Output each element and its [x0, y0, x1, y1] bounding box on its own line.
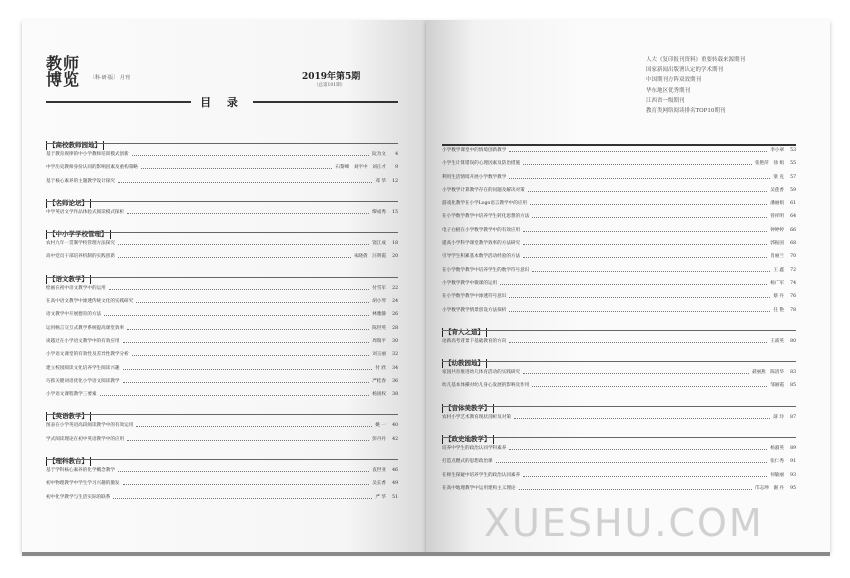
entry-page: 9: [395, 165, 398, 171]
entry-authors: 郭振国: [770, 241, 784, 247]
leader-dots: [509, 449, 767, 450]
entry-title: 农村小学艺术教育现状剖析及对策: [442, 414, 511, 420]
entry-page: 12: [392, 178, 398, 184]
section-title: 【名师论坛】: [46, 199, 91, 208]
entry-title: 引导学生积累基本数学活动经验的方法: [442, 254, 521, 260]
toc-entry[interactable]: [46, 433, 398, 446]
toc-entry[interactable]: [442, 144, 796, 157]
entry-authors: 朱晓倩 汪明霞: [353, 254, 386, 260]
section-title: 【政史地教学】: [442, 435, 494, 444]
entry-page: 42: [392, 436, 398, 442]
entry-authors: 阮为文: [372, 152, 386, 157]
leader-dots: [113, 498, 372, 499]
leader-dots: [523, 373, 749, 374]
toc-entry[interactable]: [46, 161, 398, 174]
leader-dots: [123, 342, 369, 343]
leader-dots: [136, 426, 372, 427]
toc-entry[interactable]: [442, 482, 796, 495]
entry-authors: 钟婷婷: [770, 227, 784, 233]
entry-page: 30: [392, 338, 398, 344]
entry-authors: 吴莲香: [770, 187, 784, 193]
section-header: [46, 448, 398, 466]
toc-entry[interactable]: [46, 362, 398, 375]
entry-title: 在小学数学教学中渗透符号意识: [442, 294, 507, 300]
toc-title: 目 录: [200, 96, 244, 109]
entry-title: 中学历史教师身份认同的影响因素及重构策略: [46, 165, 138, 171]
logo-subtitle: 〔科·研·版〕 月刊: [90, 75, 130, 81]
toc-right-column: [442, 144, 796, 495]
leader-dots: [509, 342, 767, 343]
entry-authors: 吴长香: [372, 481, 386, 487]
site-watermark: XUESHU.COM: [484, 501, 764, 545]
section-rule: [442, 406, 796, 407]
entry-page: 49: [392, 481, 398, 487]
entry-title: 巧抓关键词语优化小学语文阅读教学: [46, 378, 120, 384]
entry-title: 利用生活情境开展小学数学教学: [442, 174, 507, 180]
entry-authors: 王战英: [770, 338, 784, 344]
entry-page: 78: [790, 307, 796, 313]
leader-dots: [100, 395, 369, 396]
toc-entry[interactable]: [46, 388, 398, 401]
toc-entry[interactable]: [442, 210, 796, 223]
accolade-line: 华东地区优秀期刊: [646, 87, 691, 94]
toc-entry[interactable]: [442, 224, 796, 237]
entry-authors: 肖丽兰: [770, 254, 784, 260]
leader-dots: [523, 244, 767, 245]
entry-title: 基于学科核心素养的化学概念教学: [46, 468, 115, 474]
entry-authors: 任 艳: [773, 307, 784, 313]
entry-authors: 何敏丽: [770, 472, 784, 478]
entry-authors: 李小翠: [770, 148, 784, 153]
entry-title: 学式阅读理论在初中英语教学中的应用: [46, 436, 125, 442]
entry-title: 运用畅言交互式教学系统提高课堂效率: [46, 325, 125, 331]
section-rule: [46, 459, 398, 460]
heading-rule-right: [253, 101, 398, 103]
accolade-line: 教育类网络阅读排名TOP10期刊: [646, 108, 726, 115]
toc-entry[interactable]: [442, 277, 796, 290]
entry-title: 幼儿基本体操对幼儿身心发展的影响及作用: [442, 383, 530, 389]
toc-entry[interactable]: [46, 348, 398, 361]
leader-dots: [118, 182, 372, 183]
toc-entry[interactable]: [46, 308, 398, 321]
entry-page: 74: [790, 280, 796, 286]
entry-page: 91: [790, 459, 796, 465]
page-edge-right: [426, 552, 830, 556]
entry-authors: 陈世英: [372, 325, 386, 331]
accolade-line: 人大《复印报刊资料》重要转载来源期刊: [646, 57, 746, 63]
leader-dots: [127, 440, 369, 441]
toc-entry[interactable]: [442, 264, 796, 277]
toc-left-column: [46, 130, 398, 504]
entry-title: 电子白板在小学数学教学中的有效应用: [442, 227, 521, 233]
entry-page: 68: [790, 241, 796, 247]
entry-title: 谈越过在小学语文教学中的有效应用: [46, 338, 120, 344]
entry-page: 15: [392, 209, 398, 215]
section-header: [46, 403, 398, 421]
entry-page: 28: [392, 325, 398, 331]
leader-dots: [523, 231, 767, 232]
entry-page: 53: [790, 148, 796, 153]
entry-authors: 缪成秀: [372, 209, 386, 215]
leader-dots: [132, 155, 369, 156]
entry-title: 在高中语文教学中渗透传统文化的实践研究: [46, 299, 134, 305]
entry-authors: 饶江成: [372, 241, 386, 247]
leader-dots: [118, 244, 369, 245]
toc-entry[interactable]: [46, 322, 398, 335]
section-title: 【理科教台】: [46, 457, 91, 466]
entry-page: 55: [790, 161, 796, 167]
issue-total: （总第101期）: [314, 83, 346, 88]
entry-authors: 付 欣: [375, 365, 386, 371]
entry-page: 89: [790, 446, 796, 452]
toc-entry[interactable]: [442, 304, 796, 317]
toc-heading: [46, 95, 398, 109]
entry-title: 培养中学生的政治认同学科素养: [442, 446, 507, 452]
toc-entry[interactable]: [46, 335, 398, 348]
entry-title: 在小学数学教学中培养学生的数学符号意识: [442, 267, 530, 273]
entry-authors: 杨广军: [770, 280, 784, 286]
accolade-line: 中国期刊方阵双效期刊: [646, 77, 702, 84]
accolade-line: 国家新闻出版署认定的学术期刊: [646, 67, 724, 74]
entry-page: 72: [790, 267, 796, 273]
leader-dots: [530, 204, 767, 205]
section-header: [46, 221, 398, 239]
section-header: [442, 319, 796, 336]
section-rule: [46, 277, 398, 278]
toc-entry[interactable]: [442, 250, 796, 263]
entry-title: 小学语文课程教学三要素: [46, 392, 97, 398]
entry-page: 38: [392, 392, 398, 398]
section-title: 【语文教学】: [46, 275, 91, 284]
leader-dots: [523, 164, 752, 165]
entry-page: 24: [392, 299, 398, 305]
entry-page: 87: [790, 414, 796, 420]
toc-entry[interactable]: [46, 148, 398, 161]
entry-title: 初中物理教学中学生学习兴趣的激发: [46, 481, 120, 487]
issue-number: 2019年第5期: [302, 72, 361, 82]
entry-page: 80: [790, 338, 796, 344]
entry-page: 22: [392, 285, 398, 291]
entry-page: 85: [790, 383, 796, 389]
section-header: [46, 190, 398, 207]
entry-authors: 严 华: [375, 494, 386, 500]
entry-authors: 潘丽娟: [770, 201, 784, 207]
section-header: [46, 132, 398, 149]
entry-page: 59: [790, 187, 796, 193]
toc-entry[interactable]: [442, 469, 796, 482]
leader-dots: [514, 418, 770, 419]
leader-dots: [127, 213, 369, 214]
entry-title: 小学语文课堂的有效性及差异性教学分析: [46, 352, 129, 358]
toc-entry[interactable]: [442, 197, 796, 210]
entry-authors: 杨淑英: [770, 446, 784, 452]
toc-entry[interactable]: [46, 175, 398, 188]
entry-title: 农村九年一贯制学校管理方法探究: [46, 241, 115, 247]
entry-authors: 周瑞平: [372, 338, 386, 344]
leader-dots: [123, 369, 372, 370]
entry-title: 在师生探疑中培养学生的政治认同素养: [442, 472, 521, 478]
entry-page: 26: [392, 312, 398, 318]
leader-dots: [523, 257, 767, 258]
leader-dots: [118, 471, 369, 472]
entry-authors: 付雪军: [372, 285, 386, 291]
toc-entry[interactable]: [442, 411, 796, 424]
entry-authors: 邹丽霞: [770, 383, 784, 389]
entry-title: 初中化学教学与生活实际的联系: [46, 494, 111, 500]
entry-page: 34: [392, 365, 398, 371]
entry-authors: 张仁秀: [770, 459, 784, 465]
leader-dots: [509, 297, 770, 298]
magazine-logo: [46, 56, 80, 88]
entry-page: 70: [790, 254, 796, 260]
section-rule: [442, 361, 796, 362]
section-header: [442, 395, 796, 412]
entry-authors: 杨国权: [372, 392, 386, 398]
entry-title: 打造点燃式的思想政治课: [442, 459, 493, 465]
entry-title: 中学英语文学作品体验式阅读模式探析: [46, 209, 125, 215]
section-title: 【育人之道】: [442, 328, 487, 337]
toc-entry[interactable]: [442, 290, 796, 303]
leader-dots: [118, 257, 351, 258]
entry-title: 游戏化教学在小学Logo语言教学中的应用: [442, 201, 528, 207]
section-rule: [442, 437, 796, 438]
section-rule: [46, 232, 398, 233]
leader-dots: [123, 484, 369, 485]
section-title: 【音体美教学】: [442, 404, 494, 413]
toc-entry[interactable]: [46, 464, 398, 477]
toc-entry[interactable]: [442, 184, 796, 197]
entry-title: 小学数学课堂中的情境创新教学: [442, 148, 507, 153]
entry-page: 32: [392, 352, 398, 358]
entry-page: 51: [392, 494, 398, 500]
leader-dots: [519, 489, 752, 490]
toc-entry[interactable]: [46, 375, 398, 388]
leader-dots: [509, 151, 767, 152]
entry-page: 40: [392, 423, 398, 429]
entry-authors: 袁世亚: [372, 468, 386, 474]
entry-title: 基于教育规律的中小学教师培训模式创新: [46, 152, 129, 157]
entry-title: 提高小学科学课堂教学效率的方法研究: [442, 241, 521, 247]
toc-entry[interactable]: [442, 157, 796, 170]
entry-authors: 薛 玲: [773, 414, 784, 420]
leader-dots: [136, 302, 369, 303]
entry-title: 在高中地理教学中运用建构主义理论: [442, 485, 516, 491]
entry-page: 4: [395, 152, 398, 157]
leader-dots: [532, 386, 767, 387]
entry-page: 83: [790, 370, 796, 376]
toc-entry[interactable]: [46, 295, 398, 308]
entry-authors: 王 鑫: [773, 267, 784, 273]
leader-dots: [532, 271, 770, 272]
entry-title: 图表在小学英语高段阅读教学中的有效运用: [46, 423, 134, 429]
entry-title: 建立校园阅读文化培养学生阅读兴趣: [46, 365, 120, 371]
entry-page: 95: [790, 485, 796, 491]
entry-title: 论新高考背景下基础教育的方向: [442, 338, 507, 344]
entry-authors: 姚 一: [375, 423, 386, 429]
toc-entry[interactable]: [442, 455, 796, 468]
entry-page: 20: [392, 254, 398, 260]
entry-page: 36: [392, 378, 398, 384]
toc-entry[interactable]: [442, 379, 796, 392]
journal-accolades: [646, 55, 816, 116]
leader-dots: [528, 191, 767, 192]
toc-entry[interactable]: [46, 237, 398, 250]
entry-authors: 胡小琴: [372, 299, 386, 305]
entry-page: 66: [790, 227, 796, 233]
section-header: [442, 426, 796, 444]
entry-authors: 邝志坤 谢 丹: [754, 485, 784, 491]
toc-entry[interactable]: [442, 171, 796, 184]
toc-entry[interactable]: [46, 282, 398, 295]
toc-entry[interactable]: [46, 250, 398, 263]
leader-dots: [509, 311, 770, 312]
leader-dots: [109, 289, 369, 290]
section-header: [442, 350, 796, 368]
entry-title: 绘画在初中语文教学中的运用: [46, 285, 106, 291]
entry-title: 小学数学教学情景创设方法探析: [442, 307, 507, 313]
leader-dots: [132, 355, 369, 356]
toc-entry[interactable]: [442, 366, 796, 379]
entry-title: 小学生计算错误的心理因素及防治措施: [442, 161, 521, 167]
leader-dots: [123, 382, 369, 383]
entry-authors: 蔡 丹: [773, 294, 784, 300]
entry-authors: 邓 华: [375, 178, 386, 184]
section-rule: [46, 201, 398, 202]
entry-page: 46: [392, 468, 398, 474]
toc-entry[interactable]: [442, 335, 796, 348]
section-title: 【英语教学】: [46, 412, 91, 421]
leader-dots: [104, 315, 369, 316]
left-page: [22, 20, 426, 552]
entry-authors: 梁 克: [773, 174, 784, 180]
logo-line-1: 教师: [46, 54, 81, 73]
leader-dots: [509, 178, 770, 179]
entry-page: 57: [790, 174, 796, 180]
entry-authors: 严桂春: [372, 378, 386, 384]
entry-page: 18: [392, 241, 398, 247]
entry-authors: 刘玉丽: [372, 352, 386, 358]
entry-title: 基于核心素养的主题教学设计探究: [46, 178, 115, 184]
section-title: 【中小学学校管理】: [46, 230, 111, 239]
leader-dots: [141, 168, 332, 169]
section-header: [46, 266, 398, 283]
page-edge-left: [22, 552, 426, 556]
toc-entry[interactable]: [442, 442, 796, 455]
entry-page: 61: [790, 201, 796, 207]
entry-title: 小学数学教学中微课的运用: [442, 280, 498, 286]
entry-title: 高中党员干部培养机制的实践创新: [46, 254, 115, 260]
toc-entry[interactable]: [46, 206, 398, 219]
entry-authors: 张艳萍 徐 娟: [754, 161, 784, 167]
entry-page: 76: [790, 294, 796, 300]
leader-dots: [496, 462, 767, 463]
entry-authors: 彭丹丹: [372, 436, 386, 442]
section-rule: [46, 414, 398, 415]
right-page: [426, 20, 830, 552]
entry-title: 语文教学中开展德育的方法: [46, 312, 102, 318]
entry-title: 小学数学计算教学存在的问题及解决对策: [442, 187, 525, 193]
toc-entry[interactable]: [46, 477, 398, 490]
entry-authors: 聂丽燕 陈清华: [751, 370, 784, 376]
toc-entry[interactable]: [46, 491, 398, 504]
entry-authors: 林雅静: [372, 312, 386, 318]
entry-title: 家园共育推进幼儿体育活动的实践研究: [442, 370, 521, 376]
leader-dots: [532, 217, 767, 218]
section-title: 【幼教园地】: [442, 359, 487, 368]
leader-dots: [127, 329, 369, 330]
leader-dots: [500, 284, 767, 285]
section-rule: [46, 143, 398, 144]
entry-title: 在小学数学教学中培养学生转化思想的方法: [442, 214, 530, 220]
leader-dots: [523, 476, 767, 477]
section-title: 【高校教师园地】: [46, 141, 104, 150]
toc-entry[interactable]: [442, 237, 796, 250]
accolade-line: 江西省一级期刊: [646, 97, 685, 104]
entry-page: 64: [790, 214, 796, 220]
section-rule: [442, 330, 796, 331]
entry-authors: 石黎峰 刘平中 刘正才: [335, 165, 386, 171]
toc-entry[interactable]: [46, 419, 398, 432]
entry-page: 93: [790, 472, 796, 478]
entry-authors: 曾祥明: [770, 214, 784, 220]
logo-line-2: 博览: [46, 70, 81, 89]
